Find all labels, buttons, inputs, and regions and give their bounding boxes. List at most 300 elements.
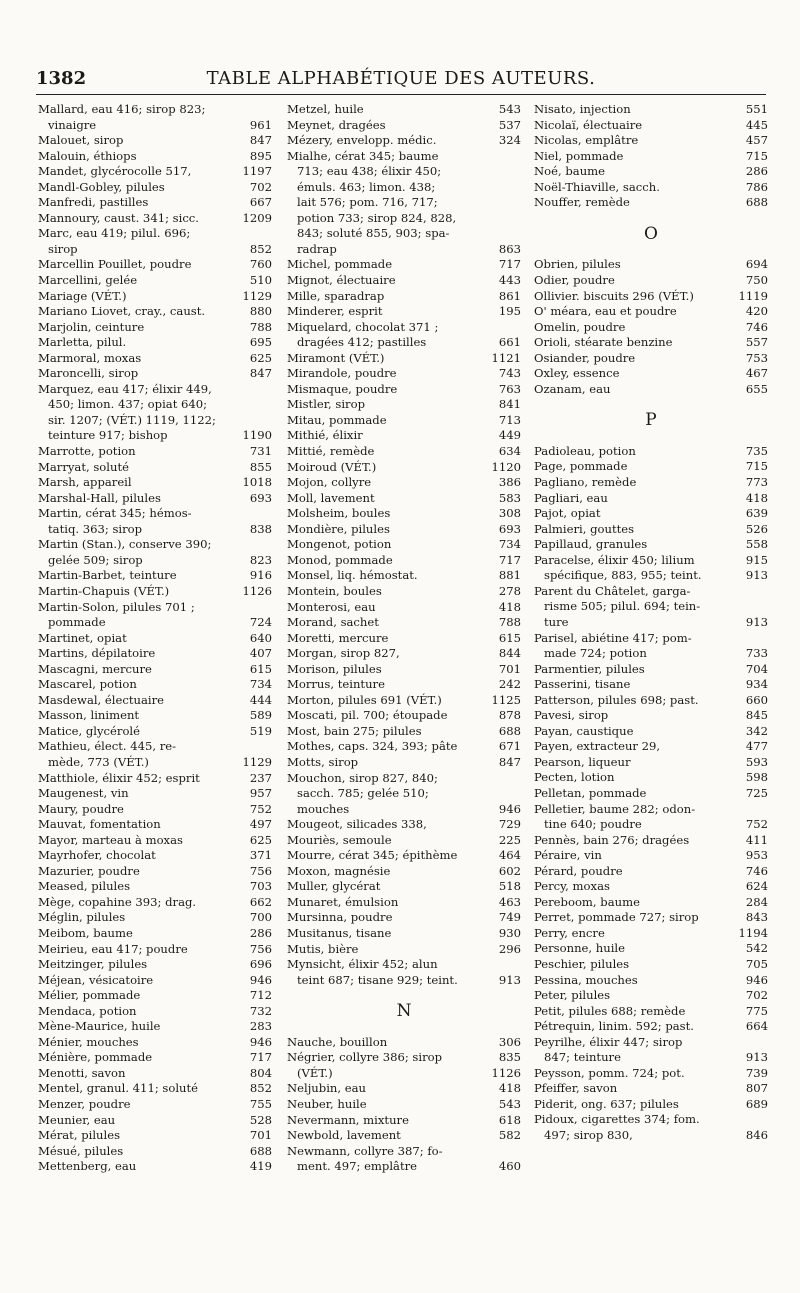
entry-text: Pagliano, remède: [534, 475, 637, 490]
entry-text: Mendaca, potion: [38, 1003, 137, 1018]
index-entry-continuation: [534, 817, 768, 833]
entry-page-ref: 717: [498, 552, 521, 567]
entry-text: Pecten, lotion: [534, 770, 615, 785]
entry-page-ref: [764, 631, 768, 647]
entry-page-ref: 418: [498, 1081, 521, 1096]
entry-text: 497; sirop 830,: [544, 1128, 633, 1142]
index-entry: [287, 1113, 521, 1129]
entry-page-ref: [268, 102, 272, 118]
index-entry: [38, 926, 272, 942]
index-entry: [534, 491, 768, 507]
index-entry: [38, 537, 272, 553]
entry-page-ref: 1120: [491, 459, 521, 474]
entry-text: Mazurier, poudre: [38, 863, 140, 878]
entry-text: Padioleau, potion: [534, 443, 636, 458]
entry-page-ref: 788: [498, 615, 521, 630]
section-letter: N: [396, 1001, 412, 1022]
index-entry: [534, 273, 768, 289]
entry-page-ref: 713: [498, 412, 521, 427]
entry-page-ref: 615: [498, 630, 521, 645]
index-entry: [534, 631, 768, 647]
entry-page-ref: [517, 786, 521, 802]
index-entry: [287, 693, 521, 709]
entry-text: Mérat, pilules: [38, 1128, 121, 1143]
entry-text: Mayor, marteau à moxas: [38, 832, 183, 847]
entry-page-ref: 863: [498, 241, 521, 256]
index-entry: [38, 817, 272, 833]
entry-text: Peyrilhe, élixir 447; sirop: [534, 1034, 683, 1049]
index-entry-continuation: [38, 118, 272, 134]
index-entry: [38, 351, 272, 367]
entry-page-ref: 1190: [242, 428, 272, 443]
entry-text: Payan, caustique: [534, 723, 634, 738]
entry-page-ref: 445: [745, 117, 768, 132]
index-entry: [534, 257, 768, 273]
entry-text: Mésué, pilules: [38, 1143, 124, 1158]
index-entry: [287, 149, 521, 165]
index-entry: [534, 180, 768, 196]
entry-page-ref: 724: [249, 615, 272, 630]
index-entry: [287, 568, 521, 584]
entry-page-ref: [268, 397, 272, 413]
index-entry-continuation: [38, 615, 272, 631]
entry-text: Mongenot, potion: [287, 537, 392, 552]
entry-page-ref: [764, 1112, 768, 1128]
entry-text: Monterosi, eau: [287, 599, 376, 614]
section-letter: P: [645, 410, 657, 431]
index-entry: [287, 413, 521, 429]
entry-page-ref: 725: [745, 785, 768, 800]
index-entry: [287, 615, 521, 631]
index-entry: [534, 366, 768, 382]
entry-page-ref: 852: [249, 241, 272, 256]
entry-page-ref: 843: [745, 910, 768, 925]
index-entry: [534, 786, 768, 802]
index-entry: [287, 1097, 521, 1113]
entry-page-ref: 760: [249, 257, 272, 272]
entry-page-ref: 407: [249, 646, 272, 661]
index-entry-continuation: [287, 164, 521, 180]
entry-text: Masdewal, électuaire: [38, 692, 165, 707]
index-entry: [287, 1128, 521, 1144]
entry-text: Malouet, sirop: [38, 133, 124, 148]
index-entry: [287, 320, 521, 336]
entry-page-ref: 688: [249, 1143, 272, 1158]
entry-page-ref: 689: [745, 1096, 768, 1111]
entry-page-ref: 457: [745, 133, 768, 148]
index-entry: [534, 444, 768, 460]
index-entry-continuation: [38, 242, 272, 258]
entry-text: gelée 509; sirop: [48, 552, 143, 567]
entry-page-ref: 946: [745, 972, 768, 987]
index-entry: [38, 491, 272, 507]
index-entry: [38, 879, 272, 895]
entry-text: Mourre, cérat 345; épithème: [287, 848, 458, 863]
index-entry: [287, 646, 521, 662]
entry-page-ref: 342: [745, 723, 768, 738]
index-entry: [38, 895, 272, 911]
entry-text: Menzer, poudre: [38, 1097, 131, 1111]
entry-page-ref: 284: [745, 894, 768, 909]
entry-page-ref: 752: [249, 801, 272, 816]
index-entry: [38, 988, 272, 1004]
entry-text: Marjolin, ceinture: [38, 319, 145, 334]
index-entry: [534, 708, 768, 724]
entry-text: Mirandole, poudre: [287, 366, 397, 381]
entry-text: Meitzinger, pilules: [38, 957, 148, 972]
entry-page-ref: 946: [249, 972, 272, 987]
entry-text: Nicolas, emplâtre: [534, 133, 639, 148]
entry-text: risme 505; pilul. 694; tein-: [544, 599, 701, 614]
entry-text: Marryat, soluté: [38, 459, 129, 474]
entry-text: Muller, glycérat: [287, 879, 381, 894]
entry-page-ref: 449: [498, 428, 521, 443]
entry-text: Omelin, poudre: [534, 319, 626, 334]
entry-text: Moll, lavement: [287, 490, 375, 505]
entry-text: Malouin, éthiops: [38, 148, 137, 163]
index-entry: [534, 693, 768, 709]
index-entry: [534, 895, 768, 911]
entry-text: Perret, pommade 727; sirop: [534, 910, 699, 925]
entry-text: 713; eau 438; élixir 450;: [297, 164, 442, 179]
index-entry-continuation: [534, 646, 768, 662]
index-entry: [38, 973, 272, 989]
entry-text: Mismaque, poudre: [287, 381, 398, 396]
entry-page-ref: 847: [249, 366, 272, 381]
index-entry: [534, 973, 768, 989]
entry-text: 843; soluté 855, 903; spa-: [297, 226, 450, 241]
entry-page-ref: 756: [249, 863, 272, 878]
index-entry: [287, 895, 521, 911]
entry-text: Mouriès, semoule: [287, 832, 392, 847]
entry-text: Mille, sparadrap: [287, 288, 385, 303]
index-entry-continuation: [287, 195, 521, 211]
index-entry: [287, 942, 521, 958]
index-entry: [287, 1050, 521, 1066]
index-entry: [534, 879, 768, 895]
entry-text: Pagliari, eau: [534, 490, 608, 505]
index-entry: [38, 506, 272, 522]
index-entry: [534, 802, 768, 818]
index-entry: [287, 460, 521, 476]
entry-page-ref: [764, 584, 768, 600]
entry-page-ref: 715: [745, 459, 768, 474]
entry-page-ref: [517, 211, 521, 227]
index-entry: [38, 739, 272, 755]
entry-page-ref: 386: [498, 475, 521, 490]
index-entry: [534, 1066, 768, 1082]
entry-page-ref: 443: [498, 273, 521, 288]
entry-text: Moscati, pil. 700; étoupade: [287, 708, 448, 723]
entry-text: Palmieri, gouttes: [534, 521, 635, 536]
entry-text: pommade: [48, 615, 106, 630]
entry-page-ref: 593: [745, 754, 768, 769]
index-entry: [287, 351, 521, 367]
index-entry: [38, 802, 272, 818]
index-entry: [38, 1128, 272, 1144]
index-entry: [287, 273, 521, 289]
entry-page-ref: 662: [249, 894, 272, 909]
entry-text: Marcellini, gelée: [38, 273, 138, 288]
entry-text: Morison, pilules: [287, 661, 382, 676]
entry-text: Paracelse, élixir 450; lilium: [534, 552, 695, 567]
entry-text: Munaret, émulsion: [287, 894, 399, 909]
entry-text: Nicolaï, électuaire: [534, 117, 643, 132]
entry-page-ref: 700: [249, 910, 272, 925]
entry-page-ref: 750: [745, 272, 768, 287]
index-entry: [534, 926, 768, 942]
entry-text: Pelletan, pommade: [534, 785, 647, 800]
index-entry: [534, 1035, 768, 1051]
entry-text: Pereboom, baume: [534, 894, 640, 909]
entry-text: Osiander, poudre: [534, 350, 636, 365]
index-entry: [534, 1097, 768, 1113]
index-entry: [38, 942, 272, 958]
entry-page-ref: 497: [249, 817, 272, 832]
index-entry: [38, 786, 272, 802]
index-entry-continuation: [38, 413, 272, 429]
entry-text: Peter, pilules: [534, 988, 611, 1003]
index-entry: [287, 662, 521, 678]
index-entry: [287, 879, 521, 895]
index-entry: [287, 848, 521, 864]
entry-text: teinture 917; bishop: [48, 428, 168, 443]
entry-text: Peschier, pilules: [534, 956, 630, 971]
entry-text: Odier, poudre: [534, 272, 615, 287]
index-entry: [38, 1113, 272, 1129]
entry-text: Mettenberg, eau: [38, 1159, 137, 1174]
entry-page-ref: 823: [249, 552, 272, 567]
index-entry: [38, 771, 272, 787]
entry-text: Metzel, huile: [287, 102, 364, 116]
index-entry: [38, 1144, 272, 1160]
entry-text: Mistler, sirop: [287, 397, 365, 412]
index-entry: [534, 195, 768, 211]
entry-text: 847; teinture: [544, 1050, 621, 1065]
entry-text: Morton, pilules 691 (VÉT.): [287, 692, 442, 707]
entry-page-ref: 664: [745, 1019, 768, 1034]
index-entry: [534, 149, 768, 165]
index-entry-continuation: [534, 1050, 768, 1066]
index-entry: [287, 600, 521, 616]
index-entry-continuation: [287, 1066, 521, 1082]
entry-page-ref: 743: [498, 366, 521, 381]
entry-page-ref: [268, 506, 272, 522]
entry-text: Obrien, pilules: [534, 257, 621, 272]
index-entry: [287, 553, 521, 569]
page-header: [36, 64, 766, 95]
entry-page-ref: 411: [745, 832, 768, 847]
entry-text: Noé, baume: [534, 164, 606, 179]
entry-text: Mignot, électuaire: [287, 273, 396, 288]
entry-text: Mandet, glycérocolle 517,: [38, 164, 192, 179]
index-entry: [534, 304, 768, 320]
entry-page-ref: 695: [249, 335, 272, 350]
entry-text: Martin (Stan.), conserve 390;: [38, 537, 212, 552]
entry-page-ref: 283: [249, 1019, 272, 1034]
entry-text: Menotti, savon: [38, 1065, 126, 1080]
entry-page-ref: 732: [249, 1003, 272, 1018]
entry-text: ture: [544, 614, 569, 629]
entry-text: Musitanus, tisane: [287, 925, 392, 940]
index-entry-continuation: [534, 1128, 768, 1144]
entry-text: Pelletier, baume 282; odon-: [534, 801, 696, 816]
entry-text: Morand, sachet: [287, 615, 379, 630]
index-entry: [534, 1019, 768, 1035]
entry-page-ref: 915: [745, 552, 768, 567]
index-entry: [38, 1159, 272, 1175]
index-entry: [38, 475, 272, 491]
index-entry: [38, 149, 272, 165]
entry-text: Parisel, abiétine 417; pom-: [534, 630, 692, 645]
entry-text: 450; limon. 437; opiat 640;: [48, 397, 208, 412]
entry-page-ref: [268, 382, 272, 398]
entry-text: Mynsicht, élixir 452; alun: [287, 957, 438, 972]
entry-text: Neljubin, eau: [287, 1081, 366, 1096]
entry-text: ment. 497; emplâtre: [297, 1159, 418, 1174]
entry-text: Moxon, magnésie: [287, 863, 391, 878]
entry-text: Meased, pilules: [38, 879, 131, 894]
index-entry: [534, 864, 768, 880]
entry-text: Mège, copahine 393; drag.: [38, 894, 197, 909]
entry-text: Mannoury, caust. 341; sicc.: [38, 210, 199, 225]
index-entry-continuation: [287, 786, 521, 802]
entry-page-ref: 640: [249, 630, 272, 645]
entry-page-ref: 763: [498, 381, 521, 396]
entry-page-ref: 881: [498, 568, 521, 583]
entry-page-ref: 702: [249, 179, 272, 194]
index-entry: [287, 910, 521, 926]
index-entry: [38, 304, 272, 320]
entry-page-ref: 880: [249, 304, 272, 319]
index-entry: [534, 522, 768, 538]
index-entry-continuation: [287, 335, 521, 351]
index-entry: [38, 366, 272, 382]
entry-page-ref: 1125: [491, 692, 521, 707]
entry-text: mouches: [297, 801, 350, 816]
index-entry: [534, 382, 768, 398]
entry-text: Maugenest, vin: [38, 786, 129, 801]
entry-page-ref: 225: [498, 832, 521, 847]
index-entry: [38, 460, 272, 476]
entry-page-ref: 753: [745, 350, 768, 365]
entry-text: Masson, liniment: [38, 708, 140, 723]
entry-text: Meynet, dragées: [287, 117, 386, 132]
index-entry: [534, 724, 768, 740]
entry-page-ref: [517, 195, 521, 211]
index-entry: [38, 662, 272, 678]
index-entry-continuation: [287, 973, 521, 989]
entry-text: mède, 773 (VÉT.): [48, 754, 149, 769]
entry-text: Nauche, bouillon: [287, 1034, 388, 1049]
index-entry: [287, 677, 521, 693]
entry-text: Manfredi, pastilles: [38, 195, 149, 210]
index-entry: [287, 475, 521, 491]
index-entry: [38, 382, 272, 398]
entry-page-ref: 734: [249, 677, 272, 692]
entry-text: Mithié, élixir: [287, 428, 363, 443]
entry-page-ref: 845: [745, 708, 768, 723]
entry-page-ref: 916: [249, 568, 272, 583]
index-entry: [38, 1097, 272, 1113]
entry-text: Marcellin Pouillet, poudre: [38, 257, 192, 272]
entry-text: Michel, pommade: [287, 257, 393, 272]
entry-text: Méjean, vésicatoire: [38, 972, 154, 987]
entry-page-ref: [517, 164, 521, 180]
entry-page-ref: 895: [249, 148, 272, 163]
entry-page-ref: 835: [498, 1050, 521, 1065]
index-entry: [534, 1004, 768, 1020]
index-entry: [287, 771, 521, 787]
entry-page-ref: 1121: [491, 350, 521, 365]
entry-text: Mathieu, élect. 445, re-: [38, 739, 177, 754]
index-entry: [287, 1144, 521, 1160]
entry-page-ref: 543: [498, 102, 521, 116]
index-entry: [38, 568, 272, 584]
entry-text: O' méara, eau et poudre: [534, 304, 677, 319]
entry-page-ref: 1126: [491, 1065, 521, 1080]
entry-page-ref: 930: [498, 925, 521, 940]
index-entry: [287, 631, 521, 647]
entry-page-ref: 634: [498, 444, 521, 459]
entry-text: Maroncelli, sirop: [38, 366, 139, 381]
index-entry-continuation: [534, 615, 768, 631]
entry-page-ref: [517, 226, 521, 242]
index-entry: [287, 133, 521, 149]
entry-text: Mialhe, cérat 345; baume: [287, 148, 439, 163]
index-entry-continuation: [534, 599, 768, 615]
entry-text: Morgan, sirop 827,: [287, 646, 400, 661]
entry-text: Matice, glycérolé: [38, 723, 141, 738]
entry-text: spécifique, 883, 955; teint.: [544, 568, 702, 583]
index-entry: [287, 1035, 521, 1051]
index-entry: [534, 164, 768, 180]
entry-text: Marletta, pilul.: [38, 335, 127, 350]
index-entry: [38, 1066, 272, 1082]
index-entry: [287, 864, 521, 880]
entry-text: Pidoux, cigarettes 374; fom.: [534, 1112, 700, 1127]
entry-page-ref: [517, 320, 521, 336]
entry-text: émuls. 463; limon. 438;: [297, 179, 436, 194]
index-entry: [287, 708, 521, 724]
index-entry: [534, 351, 768, 367]
entry-text: Neuber, huile: [287, 1096, 367, 1111]
entry-text: Pearson, liqueur: [534, 754, 631, 769]
entry-text: Méglin, pilules: [38, 910, 126, 925]
entry-text: Marshal-Hall, pilules: [38, 490, 161, 505]
entry-text: tine 640; poudre: [544, 817, 642, 832]
index-entry: [38, 693, 272, 709]
index-entry: [287, 397, 521, 413]
entry-page-ref: 957: [249, 786, 272, 801]
entry-text: Mentel, granul. 411; soluté: [38, 1081, 199, 1096]
entry-page-ref: 618: [498, 1112, 521, 1127]
index-entry: [38, 133, 272, 149]
entry-page-ref: 913: [745, 568, 768, 583]
entry-page-ref: 526: [745, 521, 768, 536]
index-entry: [38, 631, 272, 647]
entry-page-ref: 582: [498, 1128, 521, 1143]
entry-text: radrap: [297, 241, 337, 256]
entry-page-ref: 519: [249, 723, 272, 738]
entry-text: Pennès, bain 276; dragées: [534, 832, 690, 847]
index-entry: [38, 584, 272, 600]
entry-page-ref: 688: [745, 195, 768, 210]
entry-page-ref: 237: [249, 770, 272, 785]
entry-page-ref: 418: [745, 490, 768, 505]
entry-page-ref: [517, 957, 521, 973]
index-entry: [38, 164, 272, 180]
